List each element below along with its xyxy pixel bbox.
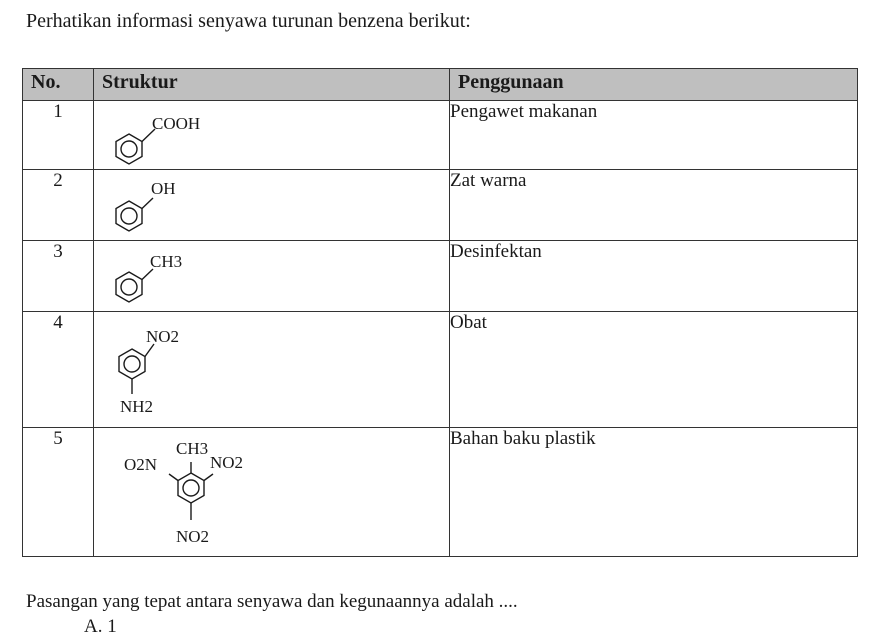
header-struktur: Struktur — [94, 69, 450, 101]
option-letter: A. — [84, 616, 103, 637]
benzene-derivatives-table — [22, 68, 858, 557]
nitroaniline-structure — [94, 312, 434, 427]
option-a[interactable] — [84, 616, 117, 638]
header-no: No. — [23, 69, 94, 101]
substituent-label: NH2 — [120, 397, 154, 416]
substituent-label: NO2 — [176, 527, 210, 546]
phenol-structure — [94, 170, 434, 240]
substituent-label: NO2 — [146, 327, 180, 346]
usage-text: Bahan baku plastik — [450, 428, 858, 557]
substituent-label: CH3 — [176, 439, 209, 458]
table-row — [23, 101, 858, 170]
row-number: 2 — [23, 170, 94, 241]
table-row — [23, 428, 858, 557]
tnt-structure — [94, 428, 434, 556]
usage-text: Zat warna — [450, 170, 858, 241]
structure-cell — [94, 170, 450, 241]
row-number: 1 — [23, 101, 94, 170]
table-row — [23, 241, 858, 312]
row-number: 4 — [23, 312, 94, 428]
substituent-label: O2N — [124, 455, 158, 474]
question-text: Pasangan yang tepat antara senyawa dan kegunaannya adalah .... — [26, 591, 518, 612]
option-value: 1 — [107, 616, 117, 637]
substituent-label: COOH — [152, 114, 201, 133]
usage-text: Desinfektan — [450, 241, 858, 312]
table-row — [23, 170, 858, 241]
substituent-label: NO2 — [210, 453, 244, 472]
usage-text: Pengawet makanan — [450, 101, 858, 170]
toluene-structure — [94, 241, 434, 311]
row-number: 5 — [23, 428, 94, 557]
substituent-label: OH — [151, 179, 176, 198]
structure-cell — [94, 241, 450, 312]
table-header-row — [23, 69, 858, 101]
table-row — [23, 312, 858, 428]
structure-cell — [94, 312, 450, 428]
benzoic-acid-structure — [94, 101, 434, 169]
intro-text: Perhatikan informasi senyawa turunan benzena berikut: — [26, 10, 471, 32]
substituent-label: CH3 — [150, 252, 183, 271]
row-number: 3 — [23, 241, 94, 312]
structure-cell — [94, 428, 450, 557]
header-penggunaan: Penggunaan — [450, 69, 858, 101]
usage-text: Obat — [450, 312, 858, 428]
structure-cell — [94, 101, 450, 170]
